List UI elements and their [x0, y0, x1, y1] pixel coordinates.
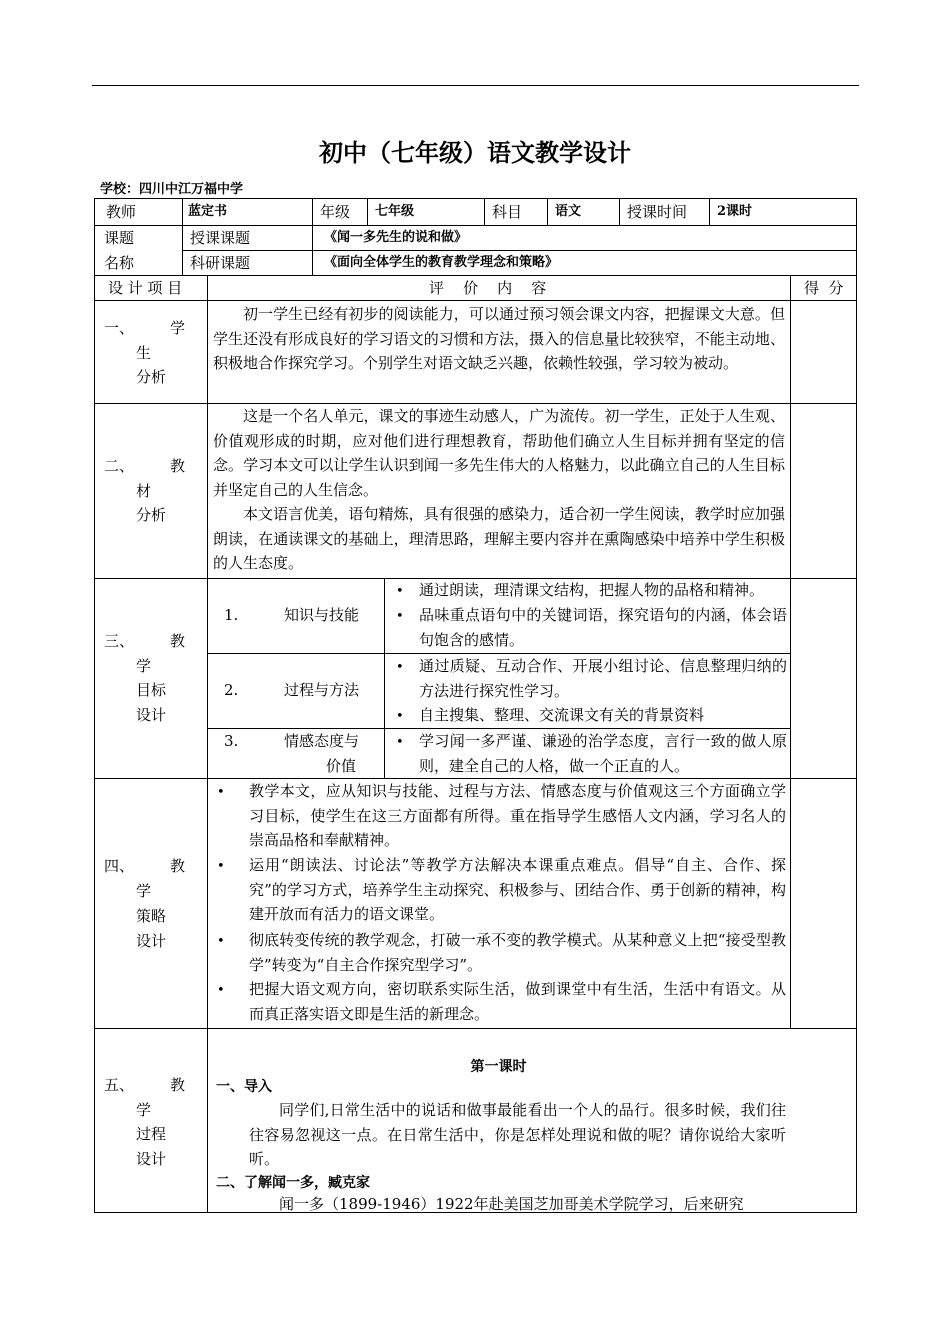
time-label: 授课时间	[627, 203, 688, 221]
s3-label-b: 学	[136, 657, 152, 675]
goal2-name: 过程与方法	[284, 681, 360, 699]
lesson-period-title: 第一课时	[470, 1059, 527, 1075]
bullet-icon: •	[396, 709, 404, 724]
step1-text: 同学们,日常生活中的说话和做事最能看出一个人的品行。很多时候，我们往往容易忽视这一点。在日常生活中，你是怎样处理说和做的呢？请你说给大家听听。	[249, 1101, 786, 1168]
student-analysis-text: 初一学生已经有初步的阅读能力，可以通过预习领会课文内容，把握课文大意。但学生还没有形成良好的学习语文的习惯和方法，摄入的信息量比较狭窄，不能主动地、积极地合作探究学习。个别学生对语文缺乏兴趣，依赖性较强，学习较为被动。	[213, 305, 785, 372]
step1-heading: 一、导入	[216, 1079, 272, 1095]
strategy-item-1: 教学本文，应从知识与技能、过程与方法、情感态度与价值观这三个方面确立学习目标，使学生在这三方面都有所得。重在指导学生感悟人文内涵，学习名人的崇高品格和奉献精神。	[249, 782, 786, 849]
goal2-item-2: 自主搜集、整理、交流课文有关的背景资料	[419, 706, 705, 724]
s3-label-num: 三、	[104, 632, 135, 650]
bullet-icon: •	[396, 609, 404, 624]
research-label: 科研课题	[190, 254, 251, 272]
material-analysis-text: 这是一个名人单元，课文的事迹生动感人，广为流传。初一学生，正处于人生观、价值观形成的时期，应对他们进行理想教育，帮助他们确立人生目标并拥有坚定的信念。学习本文可以让学生认识到闻一多先生伟大的人格魅力，以此确立自己的人生目标并坚定自己的人生信念。 本文语言优美，语句精炼，具有很强的感染力，适合初一学生阅读，教学时应加强朗读，在通读课文的基础上，理清思路，理解主要内容并在熏陶感染中培养中学生积极的人生态度。	[213, 407, 785, 572]
bullet-icon: •	[396, 584, 404, 599]
goal2-item-1: 通过质疑、互动合作、开展小组讨论、信息整理归纳的方法进行探究性学习。	[419, 657, 787, 700]
teacher-label: 教师	[106, 203, 137, 221]
goal2-num: 2.	[224, 681, 239, 699]
step2-text: 闻一多（1899-1946）1922年赴美国芝加哥美术学院学习，后来研究	[279, 1195, 744, 1213]
s2-label-c: 分析	[136, 506, 167, 524]
s4-label-b: 学	[136, 882, 152, 900]
lesson-label: 授课课题	[190, 229, 251, 247]
goal3-name-2: 价值	[326, 757, 357, 775]
header-score: 得 分	[804, 279, 844, 297]
strategy-item-4: 把握大语文观方向，密切联系实际生活，做到课堂中有生活，生活中有语文。从而真正落实语文即是生活的新理念。	[249, 980, 786, 1023]
step2-heading: 二、了解闻一多，臧克家	[216, 1175, 370, 1191]
strategy-item-2: 运用“朗读法、讨论法”等教学方法解决本课重点难点。倡导“自主、合作、探究”的学习方式，培养学生主动探究、积极参与、团结合作、勇于创新的精神，构建开放而有活力的语文课堂。	[249, 856, 786, 923]
topic-label: 课题	[104, 229, 135, 247]
s4-label-d: 设计	[136, 932, 167, 950]
subject-label: 科目	[492, 203, 523, 221]
s5-label-c: 过程	[136, 1125, 167, 1143]
goal1-num: 1.	[224, 606, 239, 624]
time-value: 2课时	[717, 204, 753, 219]
s3-label-d: 设计	[136, 706, 167, 724]
s5-label-num: 五、	[104, 1076, 135, 1094]
s2-label-num: 二、	[104, 457, 135, 475]
school-name: 学校：四川中江万福中学	[100, 182, 244, 197]
s5-label-d: 设计	[136, 1150, 167, 1168]
s4-label-a: 教	[170, 857, 186, 875]
bullet-icon: •	[217, 983, 225, 998]
bullet-icon: •	[217, 785, 225, 800]
s3-label-c: 目标	[136, 681, 167, 699]
s3-label-a: 教	[170, 632, 186, 650]
bullet-icon: •	[217, 859, 225, 874]
goal1-item-2: 品味重点语句中的关键词语，探究语句的内涵，体会语句饱含的感情。	[419, 606, 787, 649]
lesson-value: 《闻一多先生的说和做》	[324, 230, 468, 245]
header-content: 评 价 内 容	[429, 279, 547, 297]
bullet-icon: •	[396, 735, 404, 750]
s1-label-b: 生	[136, 344, 152, 362]
goal3-name: 情感态度与	[284, 732, 360, 750]
s5-label-a: 教	[170, 1076, 186, 1094]
s4-label-c: 策略	[136, 907, 167, 925]
lesson-plan-table	[94, 198, 857, 1213]
s2-label-a: 教	[170, 457, 186, 475]
s4-label-num: 四、	[104, 857, 135, 875]
s1-label-a: 学	[170, 319, 186, 337]
page-title: 初中（七年级）语文教学设计	[319, 139, 631, 167]
s1-label-c: 分析	[136, 368, 167, 386]
grade-label: 年级	[320, 203, 351, 221]
s1-label-num: 一、	[104, 319, 135, 337]
bullet-icon: •	[217, 934, 225, 949]
research-value: 《面向全体学生的教育教学理念和策略》	[324, 255, 559, 270]
teacher-value: 蓝定书	[188, 204, 228, 219]
bullet-icon: •	[396, 660, 404, 675]
header-item: 设 计 项 目	[108, 279, 183, 297]
goal1-item-1: 通过朗读，理清课文结构，把握人物的品格和精神。	[419, 581, 765, 599]
topic-label-2: 名称	[104, 254, 135, 272]
header-rule	[92, 85, 859, 86]
goal3-num: 3.	[224, 732, 239, 750]
s5-label-b: 学	[136, 1101, 152, 1119]
s2-label-b: 材	[136, 482, 152, 500]
subject-value: 语文	[555, 204, 582, 219]
goal1-name: 知识与技能	[284, 606, 360, 624]
grade-value: 七年级	[375, 204, 415, 219]
strategy-item-3: 彻底转变传统的教学观念，打破一承不变的教学模式。从某种意义上把“接受型教学”转变为“自主合作探究型学习”。	[249, 931, 786, 974]
goal3-item-1: 学习闻一多严谨、谦逊的治学态度，言行一致的做人原则，建全自己的人格，做一个正直的人。	[419, 732, 787, 775]
